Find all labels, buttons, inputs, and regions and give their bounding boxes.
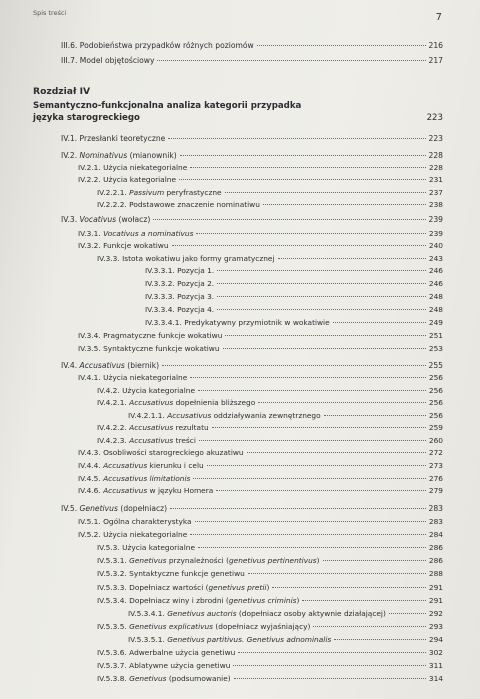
chapter-subtitle-row xyxy=(33,113,443,123)
leader-dots xyxy=(302,599,426,601)
toc-entry-page: 248 xyxy=(428,305,443,314)
toc-entry[interactable] xyxy=(97,674,443,683)
toc-entry-text: Model objętościowy xyxy=(79,56,155,65)
toc-entry-number: IV.2.2.1. xyxy=(97,188,130,197)
leader-dots xyxy=(272,586,426,588)
toc-entry-italic-term: Accusativus xyxy=(129,423,174,432)
toc-entry-label xyxy=(61,41,254,50)
toc-entry-page: 246 xyxy=(428,266,443,275)
toc-entry-text: Syntaktyczne funkcje wokatiwu xyxy=(103,344,220,353)
toc-entry-page: 283 xyxy=(428,517,443,526)
toc-entry-page: 283 xyxy=(428,504,443,513)
toc-entry-text: ) xyxy=(296,596,300,605)
toc-entry[interactable] xyxy=(97,543,443,552)
toc-entry[interactable] xyxy=(97,596,443,605)
toc-entry-page: 238 xyxy=(428,200,443,209)
chapter-subtitle-line1: Semantyczno-funkcjonalna analiza kategorii przypadka xyxy=(33,101,302,111)
toc-entry-text: Pozycja 1. xyxy=(177,266,215,275)
toc-entry-italic-term: Accusativus limitationis xyxy=(103,474,191,483)
toc-entry-label xyxy=(61,215,150,224)
toc-entry-page: 311 xyxy=(428,661,443,670)
toc-entry-page: 314 xyxy=(428,674,443,683)
toc-entry-label xyxy=(97,543,195,552)
toc-entry-page: 251 xyxy=(428,331,443,340)
toc-entry-label xyxy=(97,622,310,631)
toc-entry-number: IV.3.3.2. xyxy=(145,279,178,288)
toc-entry-page: 260 xyxy=(428,436,443,445)
toc-entry-label xyxy=(61,361,159,370)
toc-entry-italic-term: Accusativus xyxy=(103,461,148,470)
toc-entry-label xyxy=(145,266,214,275)
toc-entry-label xyxy=(78,373,187,382)
leader-dots xyxy=(198,389,426,391)
toc-entry-label xyxy=(78,517,192,526)
toc-entry-italic-term: Vocativus xyxy=(79,215,117,224)
leader-dots xyxy=(198,546,426,548)
toc-entry[interactable] xyxy=(78,175,443,184)
toc-entry[interactable] xyxy=(78,474,443,483)
toc-entry[interactable] xyxy=(145,279,443,288)
toc-entry-number: III.6. xyxy=(61,41,80,50)
toc-entry-page: 240 xyxy=(428,241,443,250)
toc-entry[interactable] xyxy=(78,486,443,495)
toc-entry-page: 223 xyxy=(428,134,443,143)
toc-entry-page: 253 xyxy=(428,344,443,353)
toc-entry-page: 256 xyxy=(428,386,443,395)
chapter-title: Rozdział IV xyxy=(33,86,91,97)
toc-entry-number: IV.2. xyxy=(61,151,80,160)
toc-entry-number: III.7. xyxy=(61,56,80,65)
leader-dots xyxy=(238,651,426,653)
toc-entry-label xyxy=(78,486,213,495)
toc-entry-text: Osobliwości starogreckiego akuzatiwu xyxy=(103,448,244,457)
running-head: Spis treści xyxy=(33,9,67,17)
leader-dots xyxy=(196,232,425,234)
toc-entry-label xyxy=(128,411,321,420)
toc-entry[interactable] xyxy=(145,266,443,275)
toc-entry-page: 249 xyxy=(428,318,443,327)
toc-entry-label xyxy=(97,569,245,578)
toc-entry-text: Pozycja 2. xyxy=(177,279,215,288)
toc-entry-italic-term: Vocativus a nominativus xyxy=(103,229,194,238)
toc-entry-text: Użycia kategorialne xyxy=(103,175,176,184)
toc-entry[interactable] xyxy=(78,344,443,353)
toc-entry-text: Funkcje wokatiwu xyxy=(103,241,169,250)
leader-dots xyxy=(333,321,426,323)
leader-dots xyxy=(389,612,426,614)
toc-entry-label xyxy=(145,279,214,288)
toc-entry-number: IV.5.3. xyxy=(97,543,123,552)
toc-entry-text: Użycia niekategorialne xyxy=(103,530,188,539)
toc-entry-label xyxy=(145,292,214,301)
toc-entry-text: przynależności ( xyxy=(166,556,229,565)
toc-entry-number: IV.5.3.5.1. xyxy=(128,635,168,644)
toc-entry[interactable] xyxy=(61,151,443,160)
toc-entry-page: 228 xyxy=(428,151,443,160)
toc-entry[interactable] xyxy=(145,292,443,301)
toc-entry-text: Adwerbalne użycia genetiwu xyxy=(129,648,236,657)
chapter-subtitle-line2: języka starogreckiego xyxy=(33,113,140,123)
toc-entry-page: 302 xyxy=(428,648,443,657)
toc-entry[interactable] xyxy=(97,556,443,565)
toc-entry-number: IV.4.3. xyxy=(78,448,104,457)
toc-entry-label xyxy=(78,331,222,340)
toc-entry[interactable] xyxy=(61,56,443,65)
toc-entry-label xyxy=(145,305,214,314)
toc-entry-number: IV.4.1. xyxy=(78,373,104,382)
toc-entry-number: IV.5.3.3. xyxy=(97,583,130,592)
toc-entry-text: Użycia niekategorialne xyxy=(103,373,188,382)
toc-entry[interactable] xyxy=(97,436,443,445)
toc-entry-number: IV.3.3.3. xyxy=(145,292,178,301)
toc-entry-text: (dopełniacz osoby aktywnie działającej) xyxy=(236,609,386,618)
toc-entry-page: 246 xyxy=(428,279,443,288)
toc-entry-page: 239 xyxy=(428,215,443,224)
toc-entry-text: Syntaktyczne funkcje genetiwu xyxy=(129,569,245,578)
toc-entry-text: (dopełniacz) xyxy=(117,504,168,513)
toc-entry-label xyxy=(61,151,177,160)
toc-entry-page: 292 xyxy=(428,609,443,618)
toc-entry[interactable] xyxy=(61,215,443,224)
toc-entry-label xyxy=(97,254,275,263)
toc-entry-page: 256 xyxy=(428,373,443,382)
toc-entry[interactable] xyxy=(78,229,443,238)
toc-entry-label xyxy=(78,229,193,238)
toc-entry-italic-term: Genetivus partitivus. Genetivus adnominalis xyxy=(167,635,332,644)
toc-entry-italic-term: genetivus pertinentivus xyxy=(228,556,317,565)
leader-dots xyxy=(143,117,424,118)
toc-entry-text: treści xyxy=(173,436,196,445)
toc-entry-number: IV.5.3.4.1. xyxy=(128,609,168,618)
chapter-subtitle-page: 223 xyxy=(426,113,443,123)
toc-entry-number: IV.4.2.1. xyxy=(97,398,130,407)
toc-entry[interactable] xyxy=(78,530,443,539)
toc-entry-label xyxy=(78,461,204,470)
toc-entry-number: IV.5.3.4. xyxy=(97,596,130,605)
toc-entry-text: Ablatywne użycia genetiwu xyxy=(129,661,231,670)
toc-entry-number: IV.5.1. xyxy=(78,517,104,526)
leader-dots xyxy=(278,257,426,259)
toc-entry-page: 284 xyxy=(428,530,443,539)
toc-entry-italic-term: Accusativus xyxy=(129,398,174,407)
toc-entry-text: Pozycja 4. xyxy=(177,305,215,314)
toc-entry-label xyxy=(78,474,190,483)
toc-entry-italic-term: Genetivus explicativus xyxy=(129,622,214,631)
toc-entry-number: IV.3.3. xyxy=(97,254,123,263)
toc-entry-page: 248 xyxy=(428,292,443,301)
toc-entry[interactable] xyxy=(97,648,443,657)
toc-entry-label xyxy=(128,609,386,618)
leader-dots xyxy=(313,625,425,627)
toc-entry-page: 286 xyxy=(428,556,443,565)
toc-entry[interactable] xyxy=(97,423,443,432)
toc-entry-page: 231 xyxy=(428,175,443,184)
toc-entry-number: IV.4.2.2. xyxy=(97,423,130,432)
toc-entry-text: Istota wokatiwu jako formy gramatycznej xyxy=(122,254,275,263)
toc-entry-page: 243 xyxy=(428,254,443,263)
toc-entry-label xyxy=(97,583,269,592)
toc-entry-number: IV.4.2.3. xyxy=(97,436,130,445)
toc-entry[interactable] xyxy=(78,461,443,470)
toc-entry-label xyxy=(97,596,299,605)
leader-dots xyxy=(223,347,426,349)
toc-entry-italic-term: Genetivus xyxy=(129,674,167,683)
toc-entry-text: (biernik) xyxy=(124,361,160,370)
toc-entry-page: 279 xyxy=(428,486,443,495)
toc-entry-number: IV.5.2. xyxy=(78,530,104,539)
toc-entry[interactable] xyxy=(78,517,443,526)
toc-entry-page: 294 xyxy=(428,635,443,644)
toc-entry-number: IV.5.3.2. xyxy=(97,569,130,578)
toc-entry-number: IV.4.2. xyxy=(97,386,123,395)
toc-entry[interactable] xyxy=(78,373,443,382)
toc-entry[interactable] xyxy=(97,583,443,592)
toc-entry-number: IV.3.1. xyxy=(78,229,104,238)
toc-entry[interactable] xyxy=(97,386,443,395)
toc-entry[interactable] xyxy=(97,254,443,263)
leader-dots xyxy=(179,178,426,180)
leader-dots xyxy=(217,295,426,297)
toc-entry[interactable] xyxy=(61,134,443,143)
toc-entry-italic-term: genetivus pretii xyxy=(208,583,267,592)
toc-entry-label xyxy=(97,188,222,197)
toc-entry-page: 239 xyxy=(428,229,443,238)
toc-entry-number: IV.4.5. xyxy=(78,474,104,483)
toc-entry-page: 255 xyxy=(428,361,443,370)
toc-entry-text: Dopełniacz wartości ( xyxy=(129,583,209,592)
toc-entry-italic-term: Nominativus xyxy=(79,151,128,160)
toc-entry-text: Pragmatyczne funkcje wokatiwu xyxy=(103,331,223,340)
toc-entry-label xyxy=(78,448,244,457)
leader-dots xyxy=(217,269,426,271)
toc-entry-label xyxy=(78,344,220,353)
toc-entry-text: dopełnienia bliższego xyxy=(173,398,256,407)
toc-entry-label xyxy=(61,56,154,65)
toc-entry-label xyxy=(97,436,196,445)
toc-entry[interactable] xyxy=(128,609,443,618)
toc-entry-label xyxy=(145,318,330,327)
toc-entry[interactable] xyxy=(78,241,443,250)
toc-entry[interactable] xyxy=(97,200,443,209)
leader-dots xyxy=(162,364,425,366)
toc-entry-text: Użycia kategorialne xyxy=(122,386,195,395)
toc-entry-page: 216 xyxy=(428,41,443,50)
toc-entry[interactable] xyxy=(61,504,443,513)
toc-entry-label xyxy=(61,504,167,513)
toc-entry-number: IV.2.2.2. xyxy=(97,200,130,209)
leader-dots xyxy=(233,664,425,666)
toc-entry-text: Przesłanki teoretyczne xyxy=(79,134,166,143)
leader-dots xyxy=(153,218,425,220)
leader-dots xyxy=(193,477,425,479)
toc-entry[interactable] xyxy=(61,41,443,50)
toc-entry-page: 288 xyxy=(428,569,443,578)
toc-entry-page: 217 xyxy=(428,56,443,65)
toc-entry-label xyxy=(97,398,255,407)
toc-entry[interactable] xyxy=(78,163,443,172)
toc-entry[interactable] xyxy=(78,448,443,457)
toc-entry-number: IV.4.2.1.1. xyxy=(128,411,168,420)
toc-entry-label xyxy=(128,635,331,644)
leader-dots xyxy=(212,426,426,428)
toc-entry-text: Podobieństwa przypadków różnych poziomów xyxy=(79,41,254,50)
toc-entry-text: Użycia niekategorialne xyxy=(103,163,188,172)
toc-entry-label xyxy=(78,241,169,250)
toc-entry-italic-term: Passivum xyxy=(129,188,165,197)
toc-entry-label xyxy=(97,556,320,565)
leader-dots xyxy=(170,507,425,509)
toc-entry-number: IV.4. xyxy=(61,361,80,370)
toc-entry-page: 256 xyxy=(428,411,443,420)
toc-entry-label xyxy=(97,423,209,432)
toc-entry-text: (podsumowanie) xyxy=(166,674,231,683)
toc-entry-page: 291 xyxy=(428,583,443,592)
toc-entry-number: IV.3.5. xyxy=(78,344,104,353)
toc-entry-label xyxy=(97,674,231,683)
toc-entry-label xyxy=(61,134,165,143)
toc-entry[interactable] xyxy=(78,331,443,340)
leader-dots xyxy=(324,414,426,416)
toc-entry[interactable] xyxy=(97,188,443,197)
toc-entry-italic-term: Accusativus xyxy=(167,411,212,420)
toc-entry-text: (mianownik) xyxy=(127,151,177,160)
toc-entry-label xyxy=(97,648,235,657)
toc-entry[interactable] xyxy=(97,622,443,631)
toc-entry-number: IV.5.3.7. xyxy=(97,661,130,670)
leader-dots xyxy=(190,533,426,535)
toc-entry-page: 276 xyxy=(428,474,443,483)
toc-entry-page: 293 xyxy=(428,622,443,631)
toc-entry-italic-term: Accusativus xyxy=(79,361,125,370)
toc-entry-number: IV.4.4. xyxy=(78,461,104,470)
toc-entry-number: IV.3.3.4. xyxy=(145,305,178,314)
leader-dots xyxy=(263,203,426,205)
toc-entry-number: IV.2.2. xyxy=(78,175,104,184)
leader-dots xyxy=(217,282,426,284)
toc-entry-number: IV.3. xyxy=(61,215,80,224)
toc-entry-label xyxy=(97,661,230,670)
toc-entry-text: kierunku i celu xyxy=(147,461,204,470)
toc-entry-text: Dopełniacz winy i zbrodni ( xyxy=(129,596,229,605)
toc-entry[interactable] xyxy=(97,661,443,670)
leader-dots xyxy=(190,166,426,168)
leader-dots xyxy=(248,572,426,574)
toc-entry-page: 291 xyxy=(428,596,443,605)
leader-dots xyxy=(258,401,426,403)
toc-entry-italic-term: Genetivus xyxy=(79,504,118,513)
leader-dots xyxy=(168,137,425,139)
toc-entry-italic-term: Genetivus xyxy=(129,556,167,565)
toc-entry-number: IV.3.4. xyxy=(78,331,104,340)
toc-entry-label xyxy=(97,386,195,395)
leader-dots xyxy=(207,464,426,466)
toc-entry-text: w języku Homera xyxy=(147,486,214,495)
toc-entry-page: 273 xyxy=(428,461,443,470)
toc-entry-text: ) xyxy=(316,556,320,565)
toc-entry-text: rezultatu xyxy=(173,423,209,432)
toc-entry-label xyxy=(78,163,187,172)
toc-entry-page: 272 xyxy=(428,448,443,457)
leader-dots xyxy=(180,154,426,156)
leader-dots xyxy=(195,520,426,522)
leader-dots xyxy=(190,376,426,378)
toc-entry-number: IV.5.3.5. xyxy=(97,622,130,631)
toc-entry-text: Predykatywny przymiotnik w wokatiwie xyxy=(184,318,330,327)
toc-entry-text: oddziaływania zewnętrznego xyxy=(211,411,321,420)
leader-dots xyxy=(217,308,426,310)
toc-entry-number: IV.1. xyxy=(61,134,80,143)
toc-entry-number: IV.5.3.8. xyxy=(97,674,130,683)
leader-dots xyxy=(225,334,426,336)
leader-dots xyxy=(323,559,426,561)
toc-entry-label xyxy=(78,175,176,184)
toc-entry-number: IV.5. xyxy=(61,504,80,513)
toc-entry-text: Podstawowe znaczenie nominatiwu xyxy=(129,200,260,209)
leader-dots xyxy=(234,677,426,679)
toc-entry[interactable] xyxy=(145,318,443,327)
leader-dots xyxy=(216,489,426,491)
toc-entry[interactable] xyxy=(128,635,443,644)
toc-entry-page: 256 xyxy=(428,398,443,407)
leader-dots xyxy=(257,44,426,46)
toc-entry-italic-term: genetivus criminis xyxy=(228,596,297,605)
toc-entry-number: IV.2.1. xyxy=(78,163,104,172)
toc-entry-label xyxy=(97,200,260,209)
toc-entry-number: IV.3.3.4.1. xyxy=(145,318,185,327)
toc-entry[interactable] xyxy=(145,305,443,314)
toc-entry-label xyxy=(78,530,187,539)
toc-entry-page: 259 xyxy=(428,423,443,432)
toc-entry[interactable] xyxy=(97,569,443,578)
toc-entry-italic-term: Accusativus xyxy=(129,436,174,445)
toc-entry-text: (wołacz) xyxy=(116,215,151,224)
toc-entry-italic-term: Accusativus xyxy=(103,486,148,495)
leader-dots xyxy=(172,244,426,246)
toc-entry-number: IV.4.6. xyxy=(78,486,104,495)
toc-entry-number: IV.3.2. xyxy=(78,241,104,250)
toc-entry-page: 286 xyxy=(428,543,443,552)
leader-dots xyxy=(199,439,426,441)
leader-dots xyxy=(157,59,425,61)
toc-entry-number: IV.5.3.6. xyxy=(97,648,130,657)
leader-dots xyxy=(225,191,426,193)
toc-entry-text: Ogólna charakterystyka xyxy=(103,517,192,526)
toc-entry-text: (dopełniacz wyjaśniający) xyxy=(213,622,311,631)
page-number: 7 xyxy=(435,12,442,23)
toc-entry[interactable] xyxy=(128,411,443,420)
toc-entry-text: ) xyxy=(266,583,270,592)
toc-entry-text: peryfrastyczne xyxy=(164,188,222,197)
toc-entry[interactable] xyxy=(97,398,443,407)
toc-entry-number: IV.3.3.1. xyxy=(145,266,178,275)
toc-entry-page: 237 xyxy=(428,188,443,197)
leader-dots xyxy=(247,451,426,453)
leader-dots xyxy=(334,638,426,640)
toc-entry-page: 228 xyxy=(428,163,443,172)
toc-entry-text: Pozycja 3. xyxy=(177,292,215,301)
toc-entry-text: Użycia kategorialne xyxy=(122,543,195,552)
toc-entry-number: IV.5.3.1. xyxy=(97,556,130,565)
toc-entry[interactable] xyxy=(61,361,443,370)
toc-entry-italic-term: Genetivus auctoris xyxy=(167,609,237,618)
